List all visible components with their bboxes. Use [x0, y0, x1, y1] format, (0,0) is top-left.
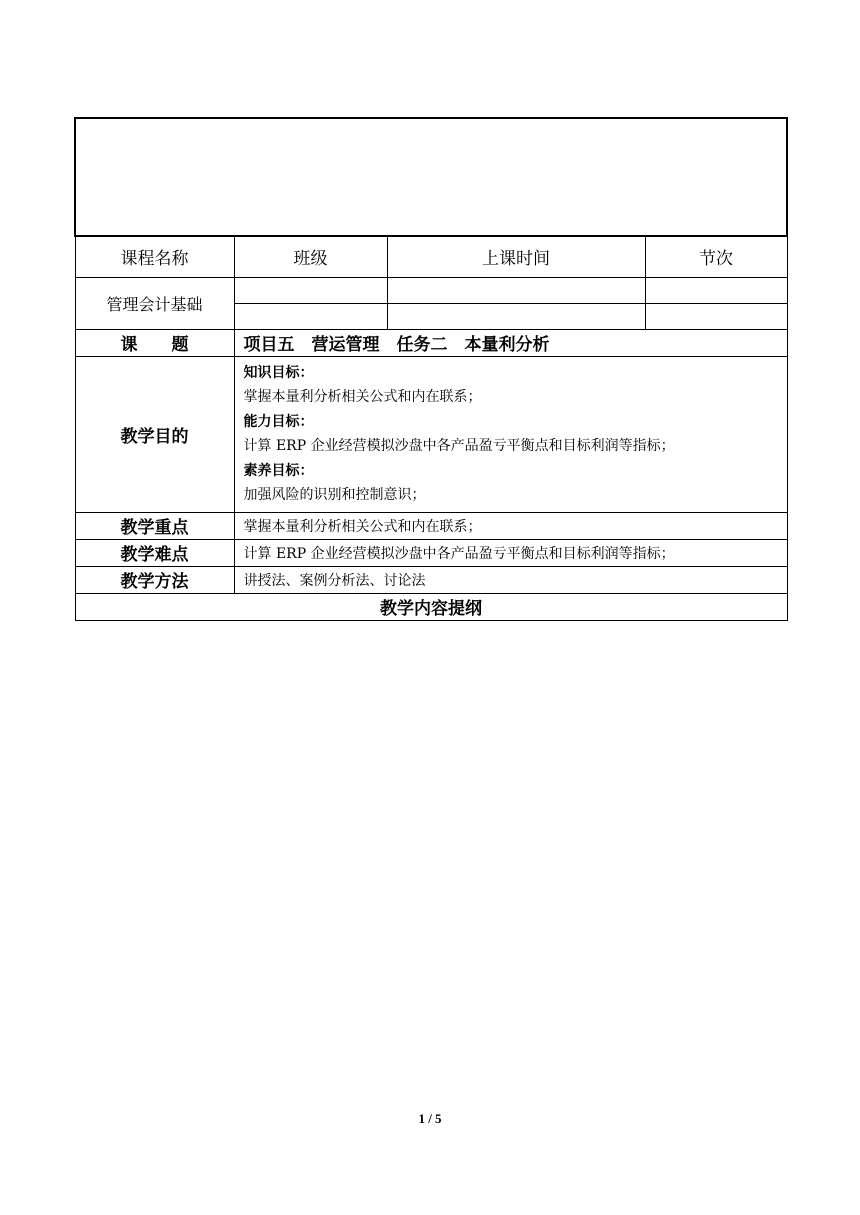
methods-value: 讲授法、案例分析法、讨论法 — [234, 566, 787, 593]
key-points-value: 掌握本量利分析相关公式和内在联系； — [234, 512, 787, 539]
objectives-content — [234, 356, 787, 512]
difficulties-value: 计算 ERP 企业经营模拟沙盘中各产品盈亏平衡点和目标利润等指标； — [234, 539, 787, 566]
knowledge-objective-heading: 知识目标： — [243, 364, 314, 381]
key-points-label: 教学重点 — [75, 512, 234, 539]
literacy-objective-text: 加强风险的识别和控制意识； — [243, 487, 426, 503]
topic-label: 课 题 — [75, 329, 234, 356]
period-cell-1 — [645, 277, 787, 303]
difficulties-label: 教学难点 — [75, 539, 234, 566]
methods-label: 教学方法 — [75, 566, 234, 593]
ability-objective-text: 计算 ERP 企业经营模拟沙盘中各产品盈亏平衡点和目标利润等指标； — [243, 438, 675, 454]
page-number: 1 / 5 — [418, 1111, 442, 1126]
knowledge-objective-text: 掌握本量利分析相关公式和内在联系； — [243, 389, 482, 405]
class-cell-1 — [234, 277, 387, 303]
class-time-cell-2 — [387, 303, 645, 329]
header-class: 班级 — [234, 236, 387, 277]
lesson-plan-table — [74, 117, 788, 621]
header-course-name: 课程名称 — [75, 236, 234, 277]
header-class-time: 上课时间 — [387, 236, 645, 277]
class-time-cell-1 — [387, 277, 645, 303]
literacy-objective-heading: 素养目标： — [243, 462, 314, 479]
header-period: 节次 — [645, 236, 787, 277]
course-name-value: 管理会计基础 — [75, 277, 234, 329]
blank-header-area — [75, 118, 787, 236]
outline-title: 教学内容提纲 — [75, 593, 787, 620]
objectives-label: 教学目的 — [75, 356, 234, 512]
class-cell-2 — [234, 303, 387, 329]
topic-value: 项目五 营运管理 任务二 本量利分析 — [234, 329, 787, 356]
ability-objective-heading: 能力目标： — [243, 413, 314, 430]
period-cell-2 — [645, 303, 787, 329]
